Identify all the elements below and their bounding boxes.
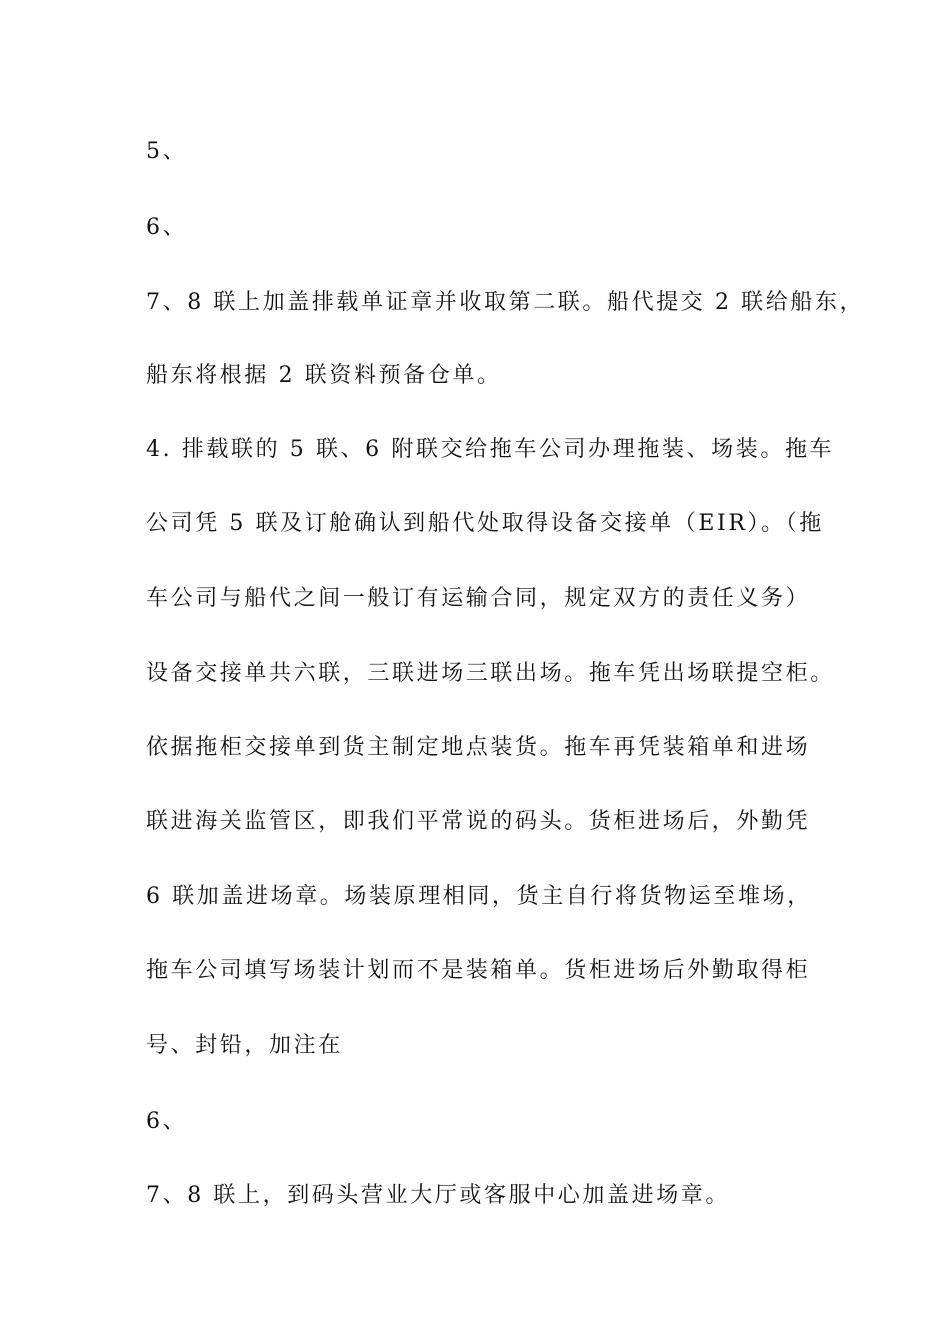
text-line-6: 公司凭 5 联及订舱确认到船代处取得设备交接单（EIR）。（拖 <box>146 511 824 536</box>
text-line-13: 号、封铅，加注在 <box>146 1033 343 1058</box>
text-line-8: 设备交接单共六联，三联进场三联出场。拖车凭出场联提空柜。 <box>146 661 835 686</box>
text-line-4: 船东将根据 2 联资料预备仓单。 <box>146 363 502 388</box>
text-line-3: 7、8 联上加盖排载单证章并收取第二联。船代提交 2 联给船东， <box>146 290 865 315</box>
text-line-14: 6、 <box>146 1109 188 1134</box>
text-line-7: 车公司与船代之间一般订有运输合同，规定双方的责任义务） <box>146 586 811 611</box>
text-line-12: 拖车公司填写场装计划而不是装箱单。货柜进场后外勤取得柜 <box>146 958 811 983</box>
text-line-2: 6、 <box>146 215 188 240</box>
text-line-11: 6 联加盖进场章。场装原理相同，货主自行将货物运至堆场， <box>146 884 812 909</box>
text-line-15: 7、8 联上，到码头营业大厅或客服中心加盖进场章。 <box>146 1183 730 1208</box>
text-line-9: 依据拖柜交接单到货主制定地点装货。拖车再凭装箱单和进场 <box>146 735 811 760</box>
text-line-5: 4. 排载联的 5 联、6 附联交给拖车公司办理拖装、场装。拖车 <box>146 437 835 462</box>
text-line-1: 5、 <box>146 139 188 164</box>
text-line-10: 联进海关监管区，即我们平常说的码头。货柜进场后，外勤凭 <box>146 809 811 834</box>
